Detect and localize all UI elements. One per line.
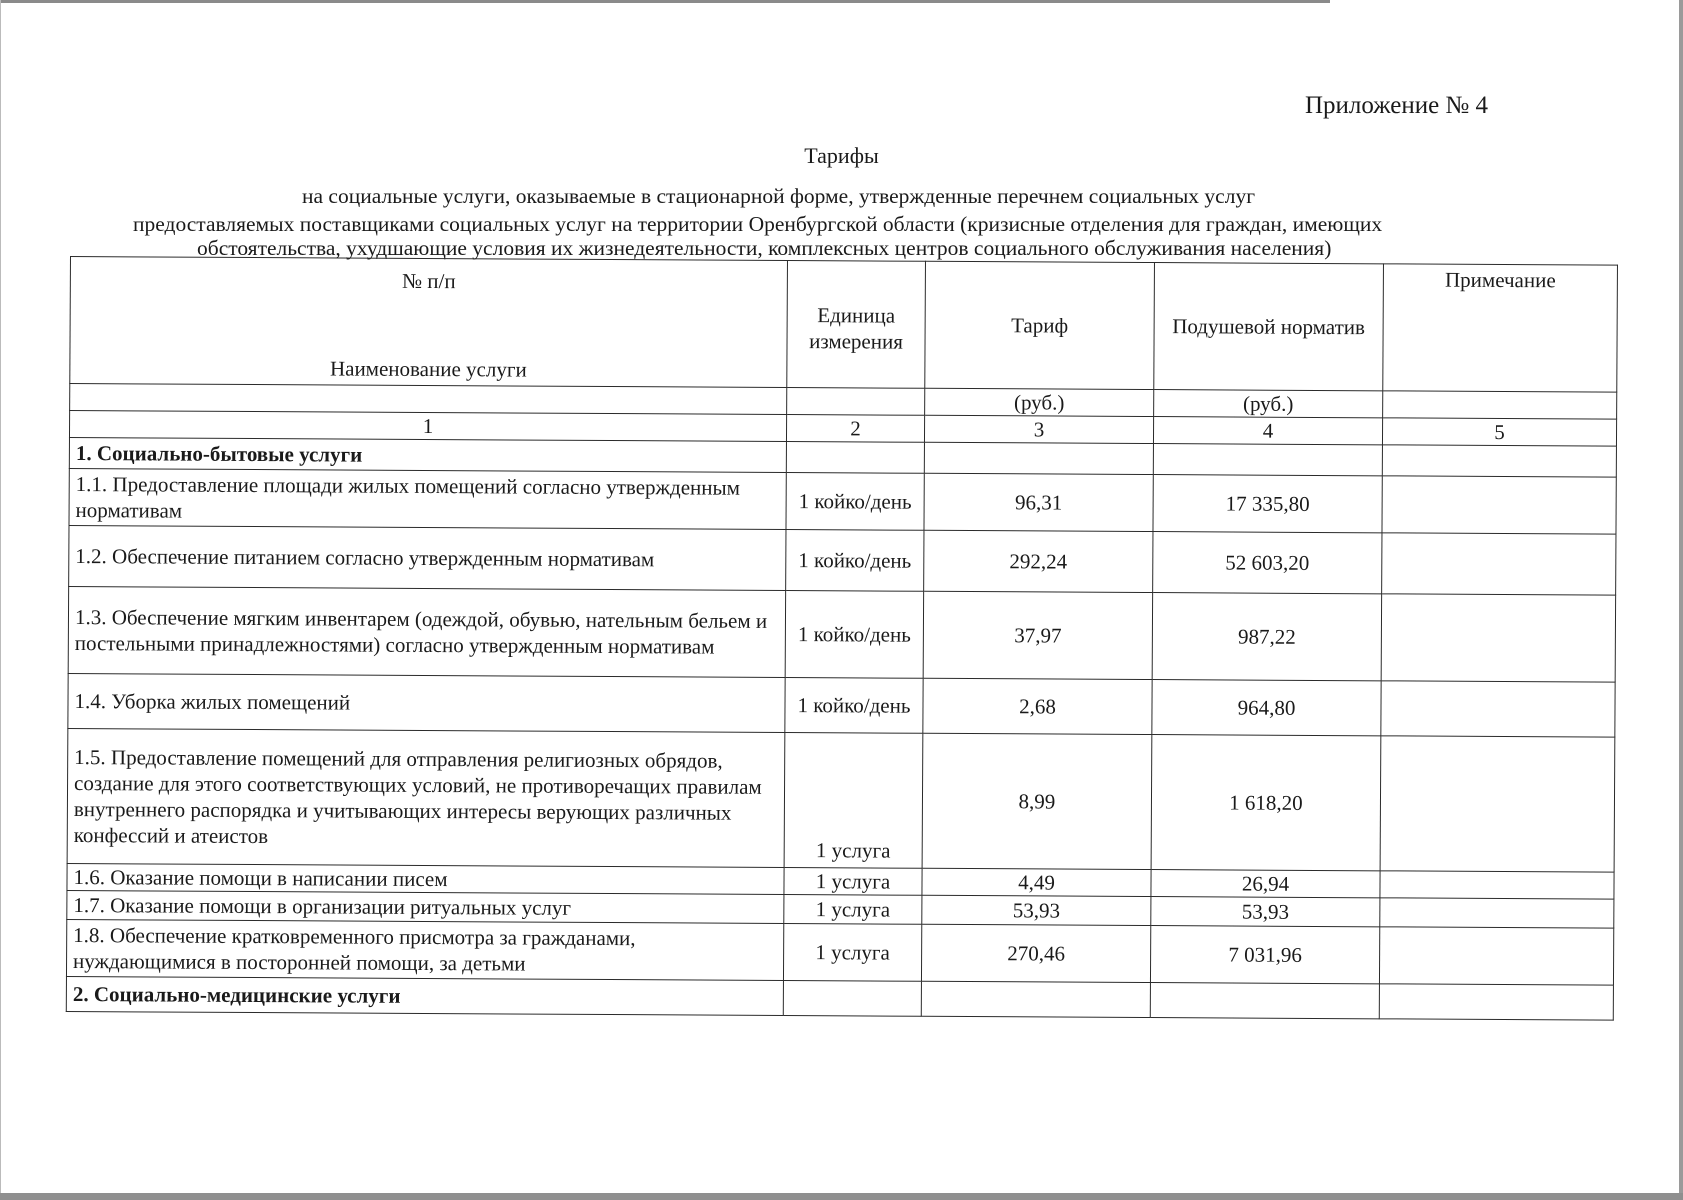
section-title: 1. Социально-бытовые услуги xyxy=(69,437,786,472)
service-note xyxy=(1382,476,1616,534)
service-note xyxy=(1380,898,1614,928)
table-row xyxy=(67,728,1615,872)
document-subtitle-line-1: на социальные услуги, оказываемые в стационарной форме, утвержденные перечнем социальных услуг xyxy=(302,184,1256,208)
service-note xyxy=(1380,871,1614,899)
section-row xyxy=(66,976,1613,1020)
service-unit: 1 услуга xyxy=(784,732,923,868)
tariffs-table xyxy=(66,256,1618,1021)
column-number: 4 xyxy=(1153,417,1382,445)
units-cell-empty-1 xyxy=(70,384,787,415)
section-cell-empty xyxy=(783,980,921,1016)
service-note xyxy=(1381,594,1615,682)
header-num: № п/п xyxy=(401,268,456,294)
service-unit: 1 койко/день xyxy=(786,530,924,592)
service-unit: 1 услуга xyxy=(784,894,922,924)
table-row xyxy=(69,525,1616,595)
service-name: 1.4. Уборка жилых помещений xyxy=(68,673,785,732)
section-cell-empty xyxy=(921,981,1150,1017)
header-unit: Единица измерения xyxy=(787,261,926,389)
table-row xyxy=(69,468,1616,534)
service-unit: 1 услуга xyxy=(784,867,922,895)
service-note xyxy=(1382,533,1616,595)
service-unit: 1 койко/день xyxy=(786,473,924,531)
document-subtitle-line-3: обстоятельства, ухудшающие условия их жизнедеятельности, комплексных центров социального обслуживания населения) xyxy=(197,236,1332,260)
service-norm: 987,22 xyxy=(1152,593,1381,681)
column-number: 3 xyxy=(924,415,1153,443)
service-norm: 17 335,80 xyxy=(1153,475,1382,533)
service-tariff: 4,49 xyxy=(922,868,1151,896)
service-tariff: 37,97 xyxy=(923,591,1152,679)
table-header-row xyxy=(70,257,1618,393)
service-tariff: 8,99 xyxy=(922,733,1152,869)
service-unit: 1 услуга xyxy=(783,923,921,981)
service-name: 1.2. Обеспечение питанием согласно утвержденным нормативам xyxy=(69,525,786,590)
units-cell-empty-2 xyxy=(787,388,925,416)
service-norm: 26,94 xyxy=(1151,870,1380,898)
service-note xyxy=(1379,927,1613,985)
section-cell-empty xyxy=(924,442,1153,474)
service-note xyxy=(1381,681,1615,737)
section-cell-empty xyxy=(1150,983,1379,1019)
units-cell-empty-5 xyxy=(1383,391,1617,419)
header-tariff: Тариф xyxy=(925,261,1155,389)
scan-edge-right xyxy=(1679,0,1683,1200)
section-cell-empty xyxy=(786,442,924,474)
service-tariff: 96,31 xyxy=(924,473,1153,531)
section-cell-empty xyxy=(1379,984,1613,1020)
norm-currency: (руб.) xyxy=(1154,390,1383,418)
service-tariff: 292,24 xyxy=(924,530,1153,592)
appendix-label: Приложение № 4 xyxy=(1305,92,1489,119)
service-tariff: 2,68 xyxy=(923,678,1152,734)
service-tariff: 53,93 xyxy=(922,895,1151,925)
section-cell-empty xyxy=(1153,444,1382,476)
service-name: 1.8. Обеспечение кратковременного присмотра за гражданами, нуждающимися в посторонней помощи, за детьми xyxy=(66,919,783,980)
column-number: 2 xyxy=(786,415,924,443)
document-title: Тарифы xyxy=(804,143,879,168)
service-unit: 1 койко/день xyxy=(785,591,923,679)
table-row xyxy=(68,673,1615,737)
service-tariff: 270,46 xyxy=(921,924,1150,982)
table-row xyxy=(66,919,1613,985)
header-name: Наименование услуги xyxy=(329,356,527,382)
table-row xyxy=(68,586,1615,682)
scan-edge-top xyxy=(0,0,1330,3)
document-subtitle-line-2: предоставляемых поставщиками социальных услуг на территории Оренбургской области (кризисные отделения для граждан, имеющих xyxy=(133,212,1383,236)
service-name: 1.1. Предоставление площади жилых помещений согласно утвержденным нормативам xyxy=(69,468,786,529)
scan-edge-left xyxy=(0,0,1,1200)
service-norm: 53,93 xyxy=(1151,897,1380,927)
service-norm: 52 603,20 xyxy=(1153,532,1382,594)
column-number: 5 xyxy=(1382,418,1616,446)
tariff-currency: (руб.) xyxy=(925,388,1154,416)
scan-edge-bottom xyxy=(0,1193,1683,1200)
section-cell-empty xyxy=(1382,445,1616,477)
service-name: 1.6. Оказание помощи в написании писем xyxy=(67,863,784,894)
service-name: 1.5. Предоставление помещений для отправления религиозных обрядов, создание для этого соответствующих условий, не противоречащих правилам внутреннего распорядка и учитывающих интересы верующих различных конфессий и атеистов xyxy=(67,728,785,867)
service-name: 1.3. Обеспечение мягким инвентарем (одеждой, обувью, нательным бельем и постельными принадлежностями) согласно утвержденным нормативам xyxy=(68,586,785,677)
service-unit: 1 койко/день xyxy=(785,678,923,734)
header-cell-name xyxy=(70,257,788,388)
service-name: 1.7. Оказание помощи в организации ритуальных услуг xyxy=(67,890,784,923)
column-number: 1 xyxy=(69,411,786,442)
service-norm: 1 618,20 xyxy=(1151,735,1381,871)
header-note: Примечание xyxy=(1383,264,1618,392)
section-title: 2. Социально-медицинские услуги xyxy=(66,976,783,1015)
header-norm: Подушевой норматив xyxy=(1154,263,1384,391)
service-norm: 7 031,96 xyxy=(1150,926,1379,984)
service-norm: 964,80 xyxy=(1152,680,1381,736)
service-note xyxy=(1380,736,1615,872)
